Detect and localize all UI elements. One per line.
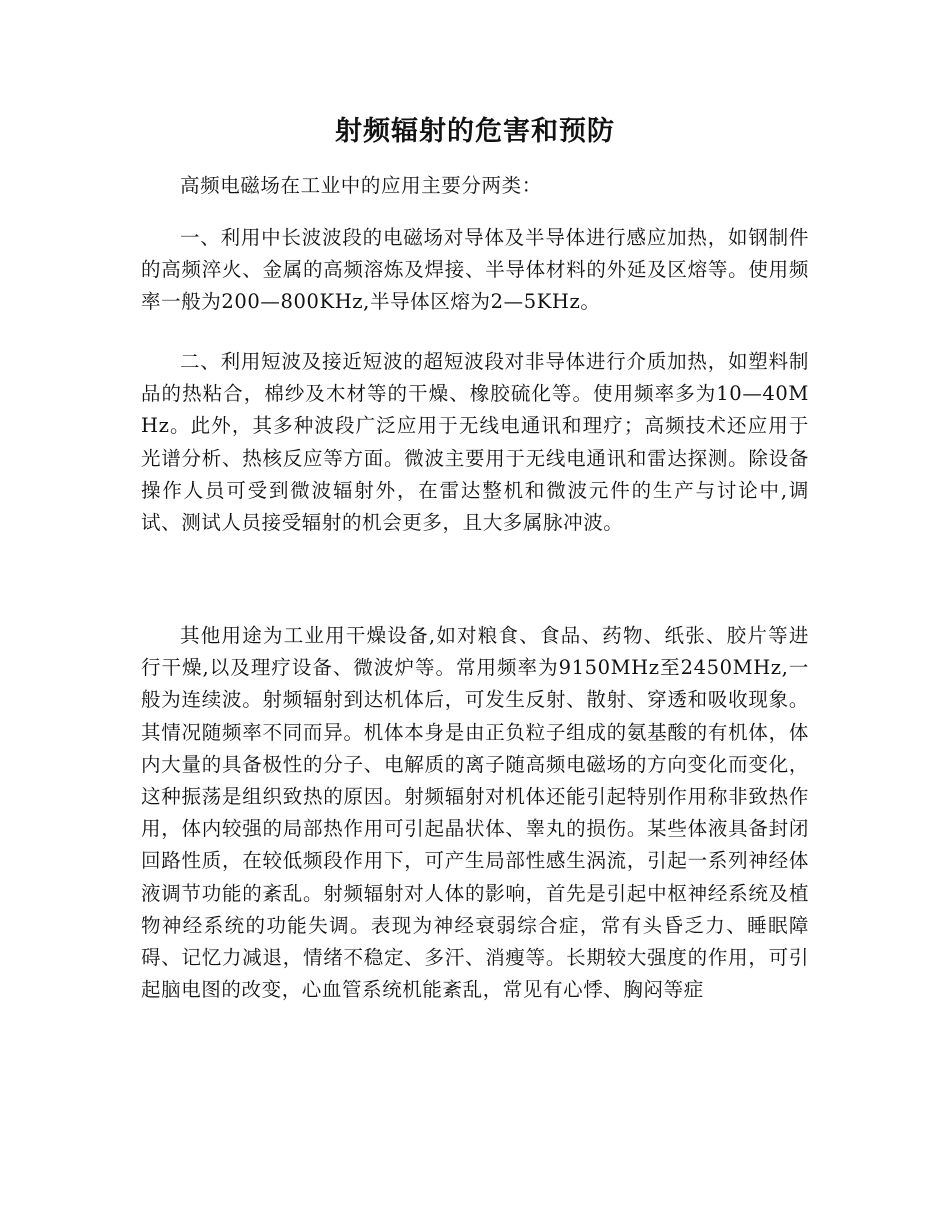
paragraph-2: 二、利用短波及接近短波的超短波段对非导体进行介质加热，如塑料制品的热粘合，棉纱及木材等的干燥、橡胶硫化等。使用频率多为10—40MHz。此外，其多种波段广泛应用于无线电通讯和理疗；高频技术还应用于光谱分析、热核反应等方面。微波主要用于无线电通讯和雷达探测。除设备操作人员可受到微波辐射外，在雷达整机和微波元件的生产与讨论中,调试、测试人员接受辐射的机会更多，且大多属脉冲波。	[141, 350, 809, 535]
paragraph-intro: 高频电磁场在工业中的应用主要分两类：	[180, 174, 542, 197]
document-title: 射频辐射的危害和预防	[335, 116, 615, 147]
paragraph-3: 其他用途为工业用干燥设备,如对粮食、食品、药物、纸张、胶片等进行干燥,以及理疗设备、微波炉等。常用频率为9150MHz至2450MHz,一般为连续波。射频辐射到达机体后，可发生反射、散射、穿透和吸收现象。其情况随频率不同而异。机体本身是由正负粒子组成的氨基酸的有机体，体内大量的具备极性的分子、电解质的离子随高频电磁场的方向变化而变化，这种振荡是组织致热的原因。射频辐射对机体还能引起特别作用称非致热作用，体内较强的局部热作用可引起晶状体、睾丸的损伤。某些体液具备封闭回路性质，在较低频段作用下，可产生局部性感生涡流，引起一系列神经体液调节功能的紊乱。射频辐射对人体的影响，首先是引起中枢神经系统及植物神经系统的功能失调。表现为神经衰弱综合症，常有头昏乏力、睡眠障碍、记忆力减退，情绪不稳定、多汗、消瘦等。长期较大强度的作用，可引起脑电图的改变，心血管系统机能紊乱，常见有心悸、胸闷等症	[141, 624, 809, 1002]
paragraph-1: 一、利用中长波波段的电磁场对导体及半导体进行感应加热，如钢制件的高频淬火、金属的高频溶炼及焊接、半导体材料的外延及区熔等。使用频率一般为200—800KHz,半导体区熔为2—5KHz。	[141, 226, 809, 314]
